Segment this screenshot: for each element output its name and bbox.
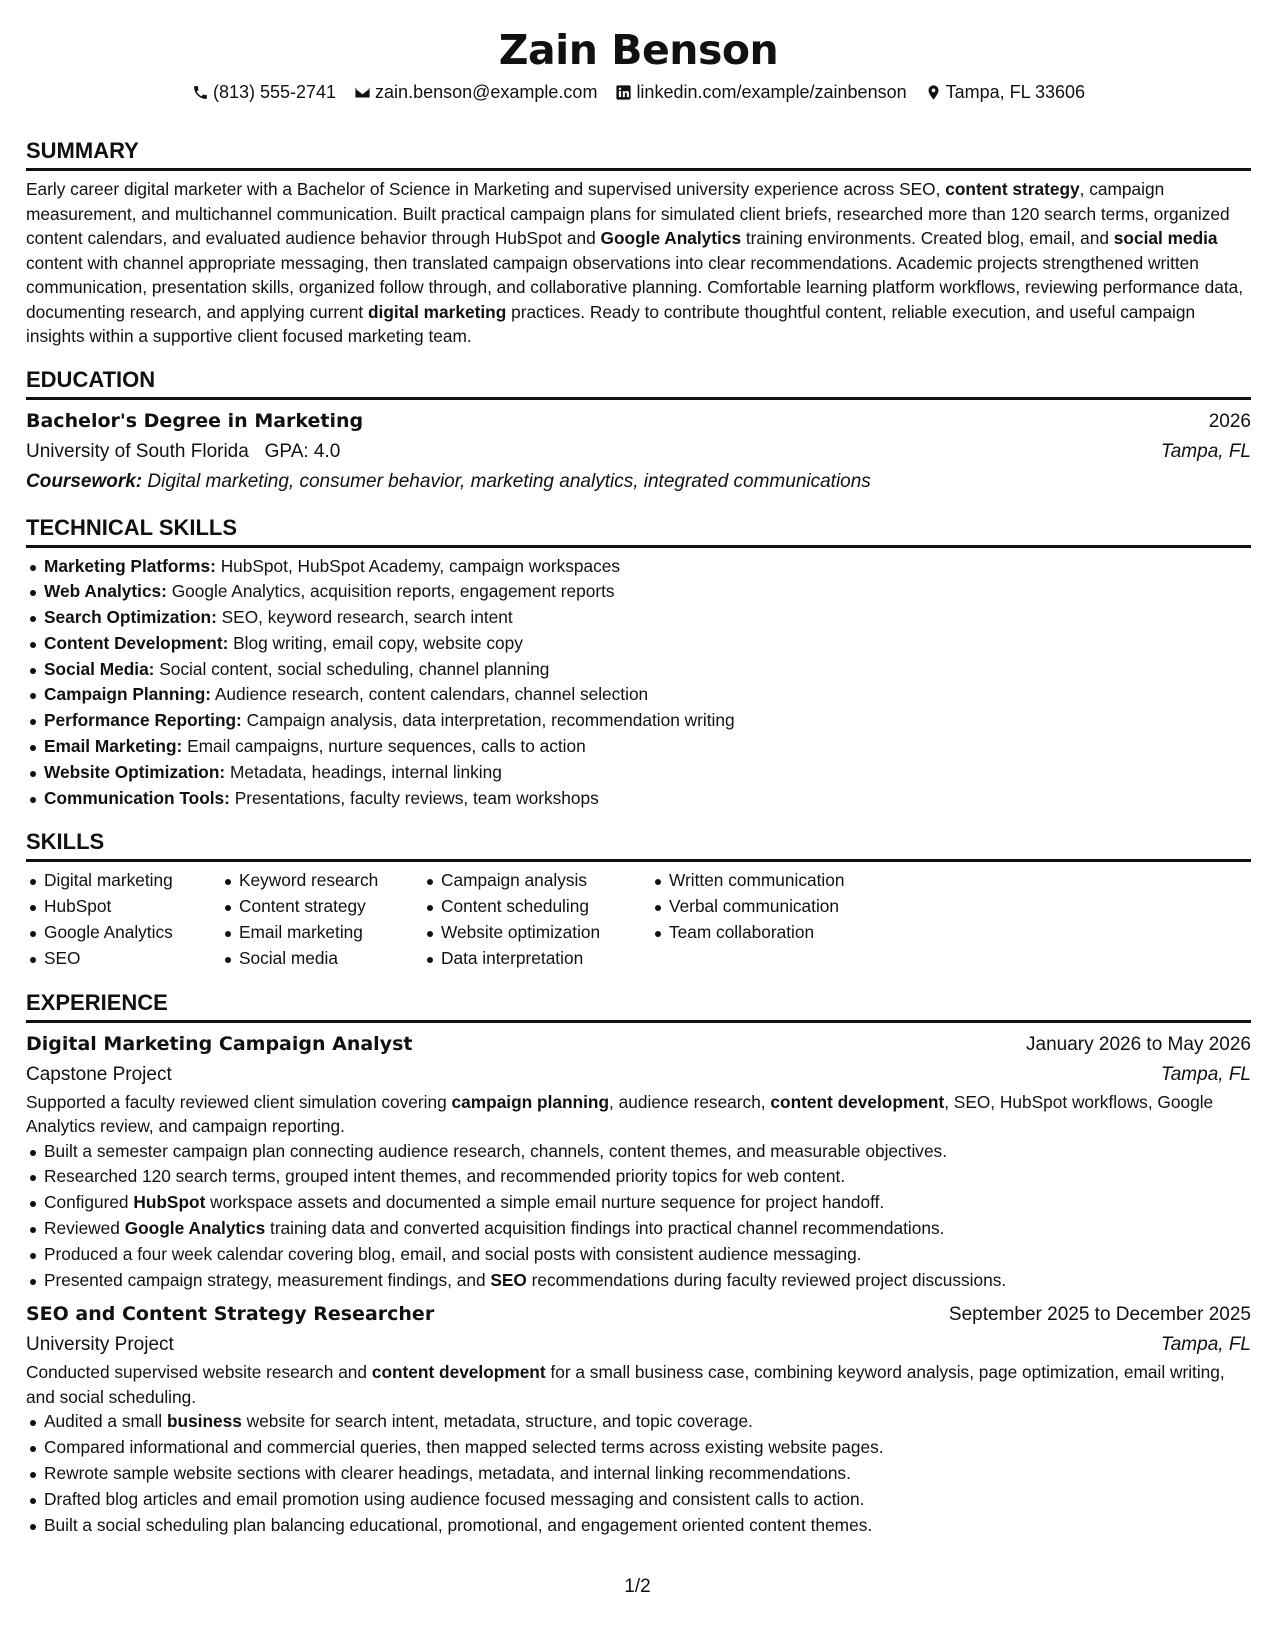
job-bullets [26, 1139, 1251, 1294]
list-item: Campaign analysis [441, 868, 651, 894]
list-item: Audited a small business website for search intent, metadata, structure, and topic coverage. [44, 1409, 1251, 1435]
list-item: Data interpretation [441, 946, 651, 972]
email-text: zain.benson@example.com [375, 82, 598, 102]
page-number: 1/2 [624, 1576, 651, 1597]
list-item: Produced a four week calendar covering blog, email, and social posts with consistent audience messaging. [44, 1242, 1251, 1268]
skills-column [26, 868, 221, 971]
list-item: Website optimization [441, 920, 651, 946]
contact-linkedin[interactable] [615, 80, 906, 104]
list-item: Social Media: Social content, social scheduling, channel planning [44, 657, 1251, 683]
list-item: Content strategy [239, 894, 423, 920]
experience-heading: EXPERIENCE [26, 990, 1251, 1023]
degree-title: Bachelor's Degree in Marketing [26, 409, 364, 432]
skills-grid [26, 868, 1251, 971]
list-item: Digital marketing [44, 868, 221, 894]
linkedin-text: linkedin.com/example/zainbenson [636, 82, 907, 102]
skills-column [651, 868, 909, 971]
phone-icon [192, 84, 209, 101]
job-dates: September 2025 to December 2025 [948, 1304, 1251, 1326]
list-item: Communication Tools: Presentations, faculty reviews, team workshops [44, 786, 1251, 812]
contact-location [925, 80, 1085, 104]
list-item: Web Analytics: Google Analytics, acquisition reports, engagement reports [44, 579, 1251, 605]
school-row [26, 437, 1251, 467]
list-item: Content scheduling [441, 894, 651, 920]
job-entry [26, 1029, 1251, 1294]
list-item: Verbal communication [669, 894, 909, 920]
list-item: Configured HubSpot workspace assets and documented a simple email nurture sequence for project handoff. [44, 1190, 1251, 1216]
education-heading: EDUCATION [26, 367, 1251, 400]
list-item: Social media [239, 946, 423, 972]
list-item: Drafted blog articles and email promotion using audience focused messaging and consistent calls to action. [44, 1487, 1251, 1513]
resume-page [26, 0, 1251, 1538]
school-location: Tampa, FL [1160, 440, 1251, 462]
summary-text: Early career digital marketer with a Bachelor of Science in Marketing and supervised university experience across SEO, content strategy, campaign measurement, and multichannel communication. Built practical campaign plans for simulated client briefs, researched more than 120 search terms, organized content calendars, and evaluated audience behavior through HubSpot and Google Analytics training environments. Created blog, email, and social media content with channel appropriate messaging, then translated campaign observations into clear recommendations. Academic projects strengthened written communication, presentation skills, organized follow through, and collaborative planning. Comfortable learning platform workflows, reviewing performance data, documenting research, and applying current digital marketing practices. Ready to contribute thoughtful content, reliable execution, and useful campaign insights within a supportive client focused marketing team. [26, 179, 1244, 346]
location-text: Tampa, FL 33606 [945, 82, 1086, 102]
list-item: Content Development: Blog writing, email copy, website copy [44, 631, 1251, 657]
education-row [26, 406, 1251, 437]
technical-skills-list [26, 554, 1251, 812]
list-item: Researched 120 search terms, grouped intent themes, and recommended priority topics for web content. [44, 1164, 1251, 1190]
list-item: HubSpot [44, 894, 221, 920]
phone-text: (813) 555-2741 [212, 82, 337, 102]
candidate-name: Zain Benson [498, 26, 779, 74]
contact-phone [192, 80, 336, 104]
list-item: Compared informational and commercial queries, then mapped selected terms across existing website pages. [44, 1435, 1251, 1461]
list-item: Email Marketing: Email campaigns, nurture sequences, calls to action [44, 734, 1251, 760]
list-item: Website Optimization: Metadata, headings, internal linking [44, 760, 1251, 786]
skills-column [423, 868, 651, 971]
contact-email[interactable] [354, 80, 597, 104]
map-pin-icon [925, 84, 942, 101]
job-description: Conducted supervised website research and content development for a small business case, combining keyword analysis, page optimization, email writing, and social scheduling. [26, 1362, 1225, 1407]
list-item: SEO [44, 946, 221, 972]
job-dates: January 2026 to May 2026 [1026, 1033, 1251, 1055]
job-org: University Project [26, 1334, 174, 1356]
job-location: Tampa, FL [1160, 1334, 1251, 1356]
list-item: Reviewed Google Analytics training data and converted acquisition findings into practical channel recommendations. [44, 1216, 1251, 1242]
list-item: Campaign Planning: Audience research, content calendars, channel selection [44, 682, 1251, 708]
job-org: Capstone Project [26, 1063, 172, 1085]
list-item: Rewrote sample website sections with clearer headings, metadata, and internal linking recommendations. [44, 1461, 1251, 1487]
list-item: Marketing Platforms: HubSpot, HubSpot Academy, campaign workspaces [44, 554, 1251, 580]
job-bullets [26, 1409, 1251, 1538]
list-item: Written communication [669, 868, 909, 894]
envelope-icon [354, 84, 371, 101]
summary-heading: SUMMARY [26, 138, 1251, 171]
skills-heading: SKILLS [26, 829, 1251, 862]
graduation-year: 2026 [1208, 410, 1251, 432]
list-item: Google Analytics [44, 920, 221, 946]
list-item: Presented campaign strategy, measurement findings, and SEO recommendations during faculty reviewed project discussions. [44, 1268, 1251, 1294]
school-name: University of South Florida GPA: 4.0 [26, 440, 341, 462]
linkedin-icon [615, 84, 632, 101]
list-item: Built a social scheduling plan balancing educational, promotional, and engagement oriented content themes. [44, 1513, 1251, 1539]
job-title: Digital Marketing Campaign Analyst [26, 1032, 413, 1055]
job-title: SEO and Content Strategy Researcher [26, 1303, 435, 1326]
list-item: Keyword research [239, 868, 423, 894]
technical-skills-heading: TECHNICAL SKILLS [26, 515, 1251, 548]
coursework: Coursework: Digital marketing, consumer behavior, marketing analytics, integrated communications [26, 470, 871, 492]
skills-column [221, 868, 423, 971]
list-item: Email marketing [239, 920, 423, 946]
job-entry [26, 1299, 1251, 1538]
list-item: Performance Reporting: Campaign analysis, data interpretation, recommendation writing [44, 708, 1251, 734]
list-item: Search Optimization: SEO, keyword research, search intent [44, 605, 1251, 631]
job-description: Supported a faculty reviewed client simulation covering campaign planning, audience research, content development, SEO, HubSpot workflows, Google Analytics review, and campaign reporting. [26, 1091, 1214, 1137]
job-location: Tampa, FL [1160, 1063, 1251, 1085]
list-item: Built a semester campaign plan connecting audience research, channels, content themes, and measurable objectives. [44, 1139, 1251, 1165]
contact-bar [26, 80, 1251, 104]
list-item: Team collaboration [669, 920, 909, 946]
